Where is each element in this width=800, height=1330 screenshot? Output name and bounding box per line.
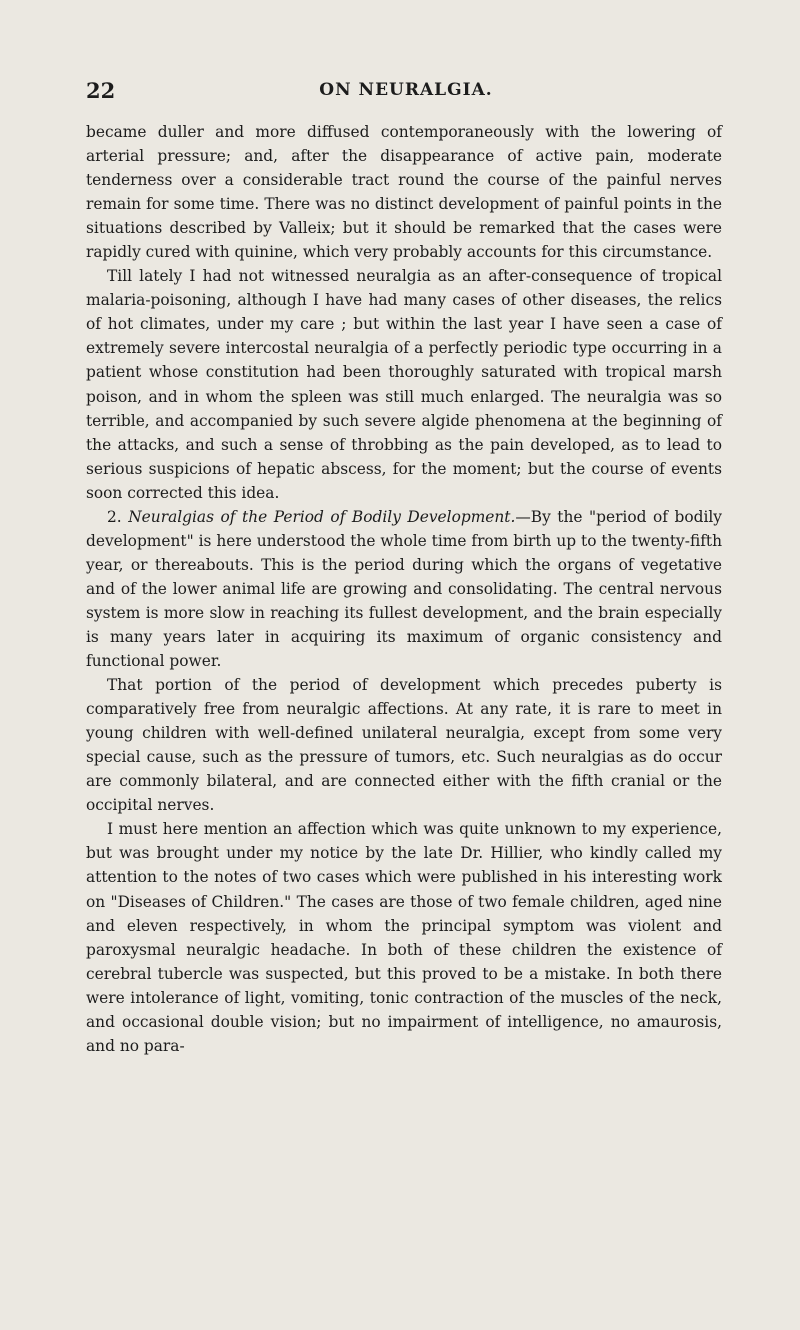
paragraph-continuation [86,120,722,264]
paragraph-text: became duller and more diffused contemporaneously with the lowering of arterial pressure; and, after the disappearance of active pain, moderate tenderness over a considerable tract round the course of the painful nerves remain for some time. There was no distinct development of painful points in the situations described by Valleix; but it should be remarked that the cases were rapidly cured with quinine, which very probably accounts for this circumstance. [86,123,722,262]
paragraph-bodily-development [86,505,722,673]
paragraph-text: —By the "period of bodily development" is here understood the whole time from birth up to the twenty-fifth year, or thereabouts. This is the period during which the organs of vegetative and of the lower animal life are growing and consolidating. The central nervous system is more slow in reaching its fullest development, and the brain especially is many years later in acquiring its maximum of organic consistency and functional power. [86,507,722,671]
paragraph-text: That portion of the period of development which precedes puberty is comparatively free from neuralgic affections. At any rate, it is rare to meet in young children with well-defined unilateral neuralgia, except from some very special cause, such as the pressure of tumors, etc. Such neuralgias as do occur are commonly bilateral, and are connected either with the fifth cranial or the occipital nerves. [86,676,722,815]
section-number: 2. [107,507,129,526]
paragraph-text: Till lately I had not witnessed neuralgia as an after-consequence of tropical malaria-poisoning, although I have had many cases of other diseases, the relics of hot climates, under my care ; but within the last year I have seen a case of extremely severe intercostal neuralgia of a perfectly periodic type occurring in a patient whose constitution had been thoroughly saturated with tropical marsh poison, and in whom the spleen was still much enlarged. The neuralgia was so terrible, and accompanied by such severe algide phenomena at the beginning of the attacks, and such a sense of throbbing as the pain developed, as to lead to serious suspicions of hepatic abscess, for the moment; but the course of events soon corrected this idea. [86,267,722,502]
paragraph-text: I must here mention an affection which was quite unknown to my experience, but was brought under my notice by the late Dr. Hillier, who kindly called my attention to the notes of two cases which were published in his interesting work on "Diseases of Children." The cases are those of two female children, aged nine and eleven respectively, in whom the principal symptom was violent and paroxysmal neuralgic headache. In both of these children the existence of cerebral tubercle was suspected, but this proved to be a mistake. In both there were intolerance of light, vomiting, tonic contraction of the muscles of the neck, and occasional double vision; but no impairment of intelligence, no amaurosis, and no para- [86,820,722,1055]
page-header [86,78,726,108]
paragraph-puberty [86,673,722,817]
running-head: ON NEURALGIA. [319,80,493,100]
section-heading: Neuralgias of the Period of Bodily Development. [128,507,516,526]
body-text [86,120,722,1058]
paragraph-tropical-neuralgia [86,264,722,504]
page-number: 22 [86,78,116,103]
paragraph-hillier-cases [86,817,722,1057]
